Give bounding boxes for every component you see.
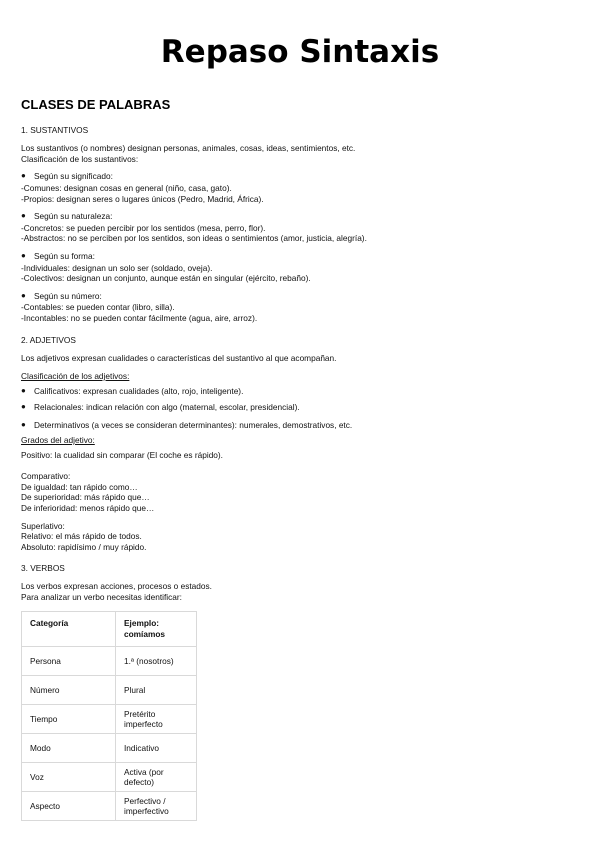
verbos-intro-2: Para analizar un verbo necesitas identificar: <box>21 591 182 602</box>
bullet-dot-icon: ● <box>21 171 26 181</box>
list-line: Relativo: el más rápido de todos. <box>21 531 142 542</box>
bullet-text: Calificativos: expresan cualidades (alto, rojo, inteligente). <box>34 386 244 397</box>
list-line: -Concretos: se pueden percibir por los sentidos (mesa, perro, flor). <box>21 222 266 233</box>
adjetivos-heading: 2. ADJETIVOS <box>21 334 76 345</box>
bullet-item <box>21 211 581 222</box>
table-row <box>22 705 197 734</box>
bullet-item <box>21 386 581 397</box>
table-cell: Voz <box>22 763 116 792</box>
list-line: -Comunes: designan cosas en general (niño, casa, gato). <box>21 182 232 193</box>
list-line: -Propios: designan seres o lugares únicos (Pedro, Madrid, África). <box>21 193 264 204</box>
list-line: -Contables: se pueden contar (libro, silla). <box>21 302 175 313</box>
table-cell: Activa (por defecto) <box>116 763 197 792</box>
list-line: -Abstractos: no se perciben por los sentidos, son ideas o sentimientos (amor, justicia, alegría). <box>21 233 367 244</box>
list-line: -Individuales: designan un solo ser (soldado, oveja). <box>21 262 213 273</box>
bullet-text: Según su número: <box>34 290 102 301</box>
bullet-dot-icon: ● <box>21 420 26 430</box>
sustantivos-clasificacion: Clasificación de los sustantivos: <box>21 153 139 164</box>
bullet-dot-icon: ● <box>21 211 26 221</box>
table-row <box>22 792 197 821</box>
table-row <box>22 734 197 763</box>
list-line: -Incontables: no se pueden contar fácilmente (agua, aire, arroz). <box>21 312 258 323</box>
bullet-item <box>21 402 581 413</box>
bullet-text: Según su significado: <box>34 171 113 182</box>
table-cell: Tiempo <box>22 705 116 734</box>
bullet-item <box>21 251 581 262</box>
table-cell: Plural <box>116 676 197 705</box>
list-line: Absoluto: rapidísimo / muy rápido. <box>21 541 147 552</box>
table-header-cell: Categoría <box>22 612 116 647</box>
list-line: Superlativo: <box>21 520 65 531</box>
table-header-cell: Ejemplo: comíamos <box>116 612 197 647</box>
table-cell: Indicativo <box>116 734 197 763</box>
verbos-heading: 3. VERBOS <box>21 563 65 574</box>
sustantivos-group <box>21 171 581 204</box>
grado-superlativo <box>21 521 581 553</box>
document-body <box>21 97 581 821</box>
bullet-dot-icon: ● <box>21 250 26 260</box>
grado-comparativo <box>21 471 581 513</box>
bullet-text: Según su forma: <box>34 250 95 261</box>
grado-positivo: Positivo: la cualidad sin comparar (El coche es rápido). <box>21 449 223 460</box>
sustantivos-group <box>21 291 581 324</box>
document-title: Repaso Sintaxis <box>160 34 440 70</box>
sustantivos-group <box>21 211 581 244</box>
table-cell: Número <box>22 676 116 705</box>
bullet-text: Determinativos (a veces se consideran determinantes): numerales, demostrativos, etc. <box>34 420 353 431</box>
table-cell: Pretérito imperfecto <box>116 705 197 734</box>
bullet-text: Relacionales: indican relación con algo (maternal, escolar, presidencial). <box>34 401 300 412</box>
list-line: De superioridad: más rápido que… <box>21 492 150 503</box>
table-row <box>22 676 197 705</box>
bullet-dot-icon: ● <box>21 386 26 396</box>
bullet-item <box>21 171 581 182</box>
sustantivos-heading: 1. SUSTANTIVOS <box>21 124 89 135</box>
verbos-intro: Los verbos expresan acciones, procesos o estados. <box>21 581 212 591</box>
adjetivos-clasificacion-label: Clasificación de los adjetivos: <box>21 370 130 381</box>
sustantivos-group <box>21 251 581 284</box>
table-cell: 1.ª (nosotros) <box>116 647 197 676</box>
table-row <box>22 763 197 792</box>
verbo-table <box>21 611 197 821</box>
table-header-row <box>22 612 197 647</box>
section-heading: CLASES DE PALABRAS <box>21 97 171 112</box>
bullet-item <box>21 291 581 302</box>
list-line: De inferioridad: menos rápido que… <box>21 503 155 514</box>
bullet-dot-icon: ● <box>21 401 26 411</box>
bullet-dot-icon: ● <box>21 290 26 300</box>
table-cell: Persona <box>22 647 116 676</box>
table-row <box>22 647 197 676</box>
bullet-text: Según su naturaleza: <box>34 211 113 222</box>
grados-label: Grados del adjetivo: <box>21 435 95 446</box>
table-cell: Perfectivo / imperfectivo <box>116 792 197 821</box>
table-cell: Aspecto <box>22 792 116 821</box>
list-line: Comparativo: <box>21 471 71 482</box>
list-line: De igualdad: tan rápido como… <box>21 481 138 492</box>
bullet-item <box>21 420 581 431</box>
list-line: -Colectivos: designan un conjunto, aunque están en singular (ejército, rebaño). <box>21 273 311 284</box>
table-cell: Modo <box>22 734 116 763</box>
sustantivos-intro: Los sustantivos (o nombres) designan personas, animales, cosas, ideas, sentimientos, etc. <box>21 143 356 154</box>
adjetivos-intro: Los adjetivos expresan cualidades o características del sustantivo al que acompañan. <box>21 353 337 364</box>
